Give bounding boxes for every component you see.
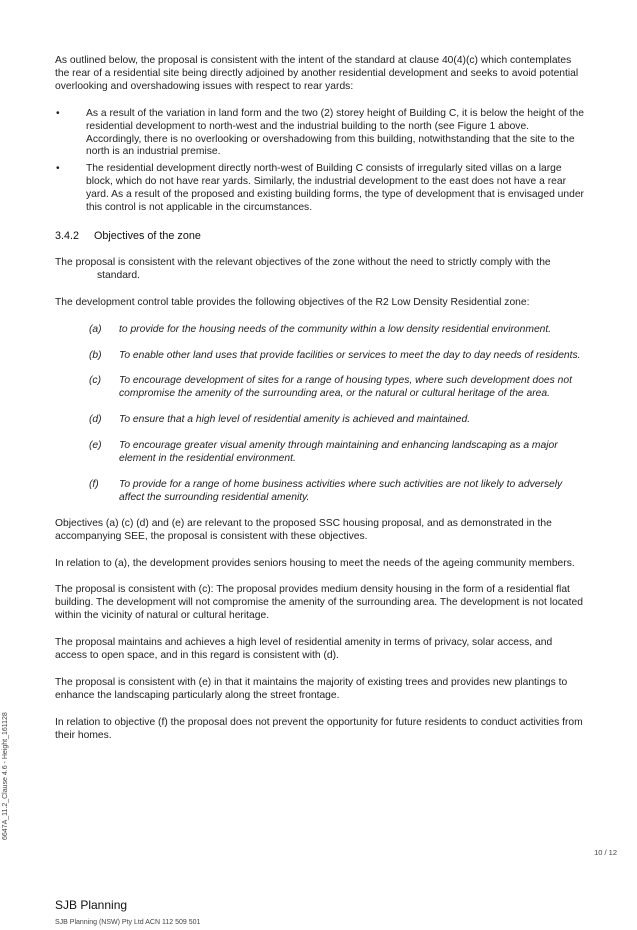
objective-letter: (b) xyxy=(89,349,102,361)
body-paragraph: The proposal is consistent with (c): The proposal provides medium density housing in the form of a residential flat building. The development will not compromise the amenity of the surrounding area. The development is not located within the vicinity of natural or cultural heritage. xyxy=(55,584,583,622)
section-title: Objectives of the zone xyxy=(94,229,201,242)
footer-company-details: SJB Planning (NSW) Pty Ltd ACN 112 509 501 xyxy=(55,919,201,926)
objective-letter: (a) xyxy=(89,323,102,335)
body-paragraph: In relation to (a), the development provides seniors housing to meet the needs of the ageing community members. xyxy=(55,557,575,569)
objective-item xyxy=(55,375,585,401)
bullet-list xyxy=(55,108,585,215)
section-number: 3.4.2 xyxy=(55,229,80,242)
objective-text: To encourage development of sites for a range of housing types, where such development does not compromise the amenity of the surrounding area, or the natural or cultural heritage of the area. xyxy=(119,375,572,400)
bullet-item xyxy=(55,163,585,215)
objective-letter: (c) xyxy=(89,375,102,387)
bullet-text: The residential development directly north-west of Building C consists of irregularly sited villas on a large block, which do not have rear yards. Similarly, the industrial development to the east does not have a rear yard. As a result of the proposed and existing building forms, the type of development that is envisaged under this control is not applicable in the circumstances. xyxy=(86,163,584,214)
objective-item xyxy=(55,350,585,363)
side-document-reference: 6647A_11.2_Clause 4.6 - Height_161128 xyxy=(2,712,9,840)
objective-text: To encourage greater visual amenity through maintaining and enhancing landscaping as a major element in the residential environment. xyxy=(119,440,558,465)
objective-text: to provide for the housing needs of the community within a low density residential environment. xyxy=(119,323,552,335)
objective-item xyxy=(55,324,585,337)
objective-item xyxy=(55,440,585,466)
page-number: 10 / 12 xyxy=(594,848,617,857)
objectives-list xyxy=(55,324,585,505)
body-paragraph: Objectives (a) (c) (d) and (e) are relevant to the proposed SSC housing proposal, and as demonstrated in the accompanying SEE, the proposal is consistent with these objectives. xyxy=(55,517,552,542)
body-paragraph: In relation to objective (f) the proposal does not prevent the opportunity for future residents to conduct activities from their homes. xyxy=(55,716,583,741)
objective-item xyxy=(55,414,585,427)
objective-letter: (f) xyxy=(89,478,99,490)
bullet-item xyxy=(55,108,585,160)
bullet-marker: • xyxy=(56,163,60,175)
page-content xyxy=(55,55,585,757)
footer-company-name: SJB Planning xyxy=(55,898,128,912)
bullet-text: As a result of the variation in land form and the two (2) storey height of Building C, it is below the height of the residential development to north-west and the industrial building to the north (see Figure 1 above. Accordingly, there is no overlooking or overshadowing from this building, notwithstanding that the site to the north is an industrial premise. xyxy=(86,107,584,158)
table-intro-paragraph: The development control table provides the following objectives of the R2 Low Density Residential zone: xyxy=(55,296,530,308)
objective-item xyxy=(55,479,585,505)
bullet-marker: • xyxy=(56,107,60,119)
body-paragraph: The proposal maintains and achieves a high level of residential amenity in terms of privacy, solar access, and access to open space, and in this regard is consistent with (d). xyxy=(55,637,553,662)
section-heading xyxy=(55,230,585,243)
objective-text: To provide for a range of home business activities where such activities are not likely to adversely affect the surrounding residential amenity. xyxy=(119,478,563,503)
objective-text: To ensure that a high level of residential amenity is achieved and maintained. xyxy=(119,414,471,426)
intro-paragraph: As outlined below, the proposal is consistent with the intent of the standard at clause 40(4)(c) which contemplates the rear of a residential site being directly adjoined by another residential development and seeks to avoid potential overlooking and overshadowing issues with respect to rear yards: xyxy=(55,55,579,92)
body-paragraph: The proposal is consistent with (e) in that it maintains the majority of existing trees and provides new plantings to enhance the landscaping particularly along the street frontage. xyxy=(55,677,568,701)
objective-text: To enable other land uses that provide facilities or services to meet the day to day needs of residents. xyxy=(119,349,581,361)
objective-letter: (d) xyxy=(89,414,102,426)
objective-letter: (e) xyxy=(89,440,102,452)
zone-intro-paragraph: The proposal is consistent with the relevant objectives of the zone without the need to strictly comply with the standard. xyxy=(55,256,551,281)
